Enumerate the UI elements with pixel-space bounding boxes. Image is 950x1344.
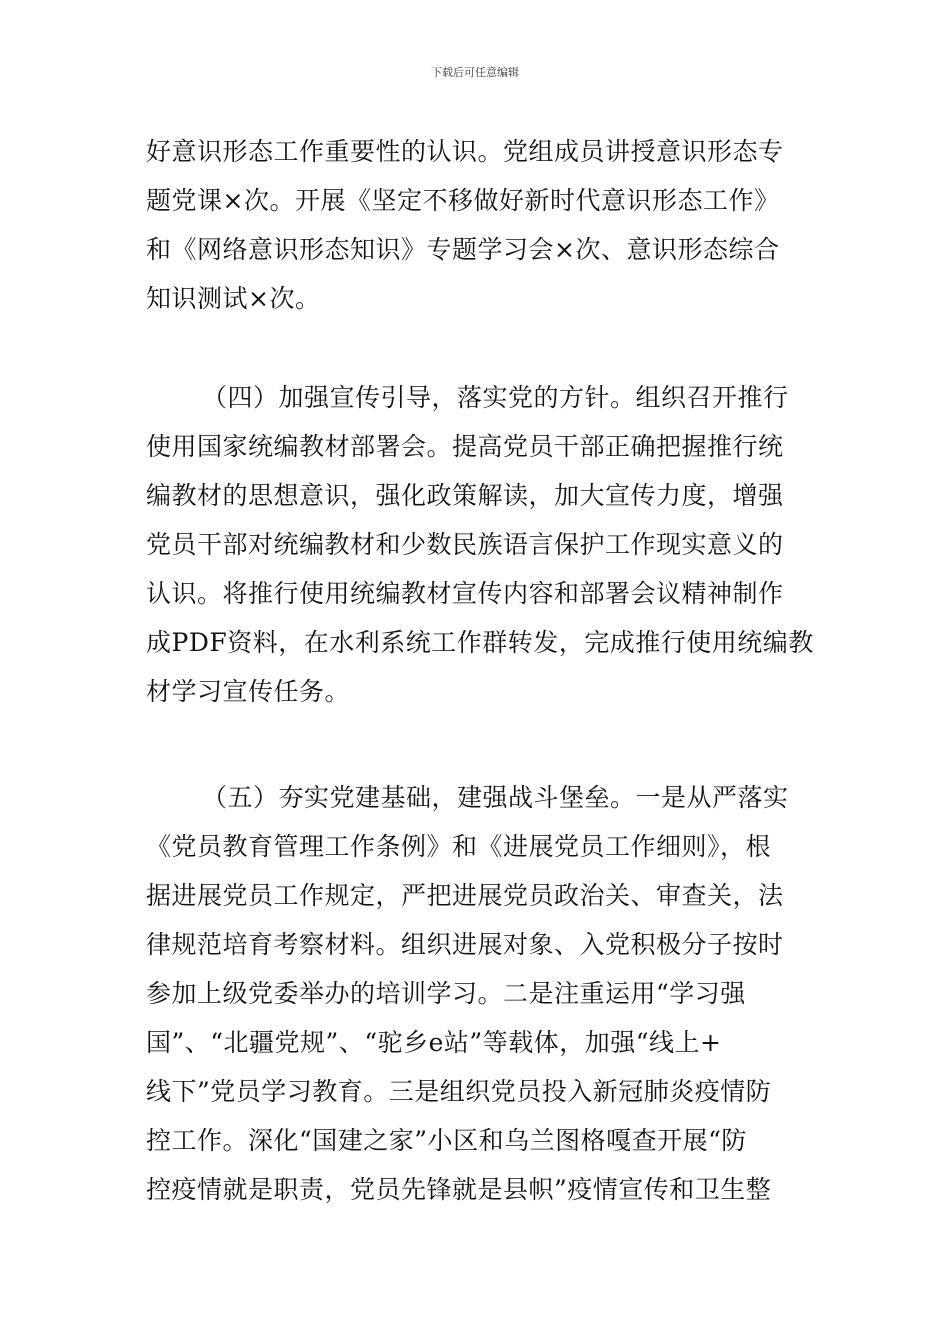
text-line: 参加上级党委举办的培训学习。二是注重运用“学习强 [146,979,746,1008]
text-line: 认识。将推行使用统编教材宣传内容和部署会议精神制作 [146,579,784,608]
text-line: 党员干部对统编教材和少数民族语言保护工作现实意义的 [146,530,784,559]
text-line: 据进展党员工作规定，严把进展党员政治关、审查关，法 [146,881,784,910]
text-line: （四）加强宣传引导，落实党的方针。组织召开推行 [202,383,789,412]
text-line: 好意识形态工作重要性的认识。党组成员讲授意识形态专 [146,137,784,166]
text-line: 控疫情就是职责，党员先锋就是县帜”疫情宣传和卫生整 [146,1175,772,1204]
text-line: 题党课×次。开展《坚定不移做好新时代意识形态工作》 [146,186,780,215]
text-line: 控工作。深化“国建之家”小区和乌兰图格嘎查开展“防 [146,1126,747,1155]
paragraph-ideology-work [146,127,806,323]
text-line: 国”、“北疆党规”、“驼乡e站”等载体，加强“线上+ [146,1028,722,1057]
paragraph-publicity-guidance [146,373,814,716]
text-line: 编教材的思想意识，强化政策解读，加大宣传力度，增强 [146,481,784,510]
text-line: 使用国家统编教材部署会。提高党员干部正确把握推行统 [146,432,784,461]
text-line: 律规范培育考察材料。组织进展对象、入党积极分子按时 [146,930,784,959]
text-line: 材学习宣传任务。 [146,677,351,706]
text-line: 知识测试×次。 [146,284,321,313]
text-line: 《党员教育管理工作条例》和《进展党员工作细则》，根 [146,832,772,861]
text-line: 成PDF资料，在水利系统工作群转发，完成推行使用统编教 [146,628,814,657]
paragraph-party-building [146,773,806,1214]
text-line: 线下”党员学习教育。三是组织党员投入新冠肺炎疫情防 [146,1077,772,1106]
page-header: 下载后可任意编辑 [431,66,519,79]
text-line: （五）夯实党建基础，建强战斗堡垒。一是从严落实 [202,783,789,812]
text-line: 和《网络意识形态知识》专题学习会×次、意识形态综合 [146,235,780,264]
